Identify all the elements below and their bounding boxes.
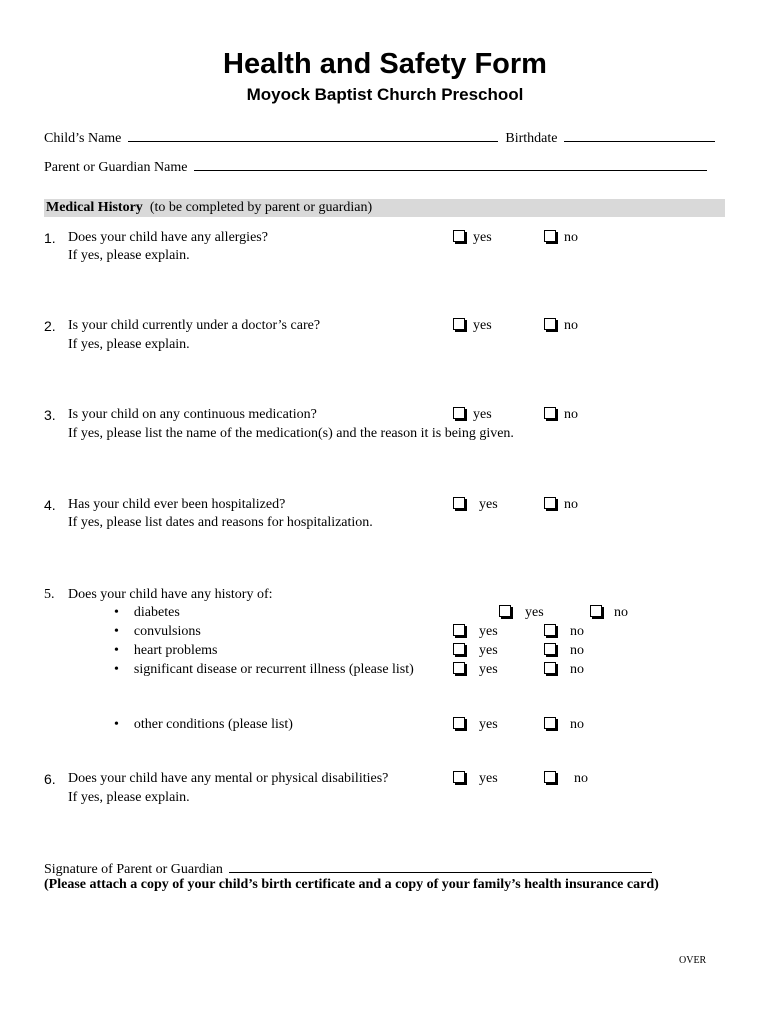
question-2-followup: If yes, please explain. <box>68 337 190 352</box>
checkbox-icon[interactable] <box>453 407 465 419</box>
history-item-diabetes: • diabetes <box>114 605 180 620</box>
checkbox-icon[interactable] <box>453 717 465 729</box>
question-2-no-option[interactable]: no <box>544 318 578 334</box>
other-conditions-yes-option[interactable]: yes <box>453 717 498 733</box>
form-title: Health and Safety Form <box>223 48 547 80</box>
question-6-yes-option[interactable]: yes <box>453 771 498 787</box>
question-2-text: Is your child currently under a doctor’s care? <box>68 318 321 333</box>
checkbox-icon[interactable] <box>544 407 556 419</box>
parent-name-label: Parent or Guardian Name <box>44 160 188 175</box>
question-1-no-option[interactable]: no <box>544 230 578 246</box>
bullet-icon: • <box>114 662 119 677</box>
question-2-number: 2. <box>44 318 56 334</box>
parent-name-field[interactable] <box>194 158 707 171</box>
child-name-label: Child’s Name <box>44 131 122 146</box>
question-3-text: Is your child on any continuous medication? <box>68 407 317 422</box>
checkbox-icon[interactable] <box>499 605 511 617</box>
question-1-number: 1. <box>44 230 56 246</box>
history-item-other-conditions: • other conditions (please list) <box>114 717 293 732</box>
checkbox-icon[interactable] <box>544 643 556 655</box>
convulsions-yes-option[interactable]: yes <box>453 624 498 640</box>
convulsions-no-option[interactable]: no <box>544 624 584 640</box>
heart-problems-yes-option[interactable]: yes <box>453 643 498 659</box>
question-6-text: Does your child have any mental or physical disabilities? <box>68 771 389 786</box>
bullet-icon: • <box>114 643 119 658</box>
bullet-icon: • <box>114 605 119 620</box>
signature-label: Signature of Parent or Guardian <box>44 862 223 877</box>
bullet-icon: • <box>114 624 119 639</box>
question-3-number: 3. <box>44 407 56 423</box>
checkbox-icon[interactable] <box>544 717 556 729</box>
child-name-field[interactable] <box>128 129 498 142</box>
question-6-followup: If yes, please explain. <box>68 790 190 805</box>
over-label: OVER <box>679 955 707 966</box>
question-6-no-option[interactable]: no <box>544 771 588 787</box>
question-5-number: 5. <box>44 587 55 602</box>
question-4-no-option[interactable]: no <box>544 497 578 513</box>
diabetes-no-option[interactable]: no <box>590 605 628 621</box>
checkbox-icon[interactable] <box>453 497 465 509</box>
checkbox-icon[interactable] <box>544 230 556 242</box>
checkbox-icon[interactable] <box>453 643 465 655</box>
section-note: (to be completed by parent or guardian) <box>149 200 373 215</box>
form-subtitle: Moyock Baptist Church Preschool <box>246 85 524 104</box>
checkbox-icon[interactable] <box>453 230 465 242</box>
checkbox-icon[interactable] <box>544 497 556 509</box>
checkbox-icon[interactable] <box>544 318 556 330</box>
checkbox-icon[interactable] <box>544 771 556 783</box>
significant-disease-no-option[interactable]: no <box>544 662 584 678</box>
history-item-heart-problems: • heart problems <box>114 643 218 658</box>
parent-name-row <box>44 158 707 176</box>
child-name-row <box>44 129 715 147</box>
significant-disease-yes-option[interactable]: yes <box>453 662 498 678</box>
question-3-yes-option[interactable]: yes <box>453 407 492 423</box>
section-header <box>46 200 372 216</box>
question-4-followup: If yes, please list dates and reasons for hospitalization. <box>68 515 373 530</box>
question-1-followup: If yes, please explain. <box>68 248 190 263</box>
bullet-icon: • <box>114 717 119 732</box>
question-2-yes-option[interactable]: yes <box>453 318 492 334</box>
section-title: Medical History <box>46 200 143 215</box>
diabetes-yes-option[interactable]: yes <box>499 605 544 621</box>
history-item-convulsions: • convulsions <box>114 624 201 639</box>
signature-row <box>44 860 652 878</box>
question-4-yes-option[interactable]: yes <box>453 497 498 513</box>
question-5-text: Does your child have any history of: <box>68 587 273 602</box>
checkbox-icon[interactable] <box>590 605 602 617</box>
checkbox-icon[interactable] <box>453 662 465 674</box>
question-3-followup: If yes, please list the name of the medication(s) and the reason it is being given. <box>68 426 514 441</box>
checkbox-icon[interactable] <box>453 318 465 330</box>
other-conditions-no-option[interactable]: no <box>544 717 584 733</box>
signature-field[interactable] <box>229 860 652 873</box>
question-4-text: Has your child ever been hospitalized? <box>68 497 286 512</box>
attachment-note: (Please attach a copy of your child’s birth certificate and a copy of your family’s health insurance card) <box>44 877 659 892</box>
question-1-yes-option[interactable]: yes <box>453 230 492 246</box>
checkbox-icon[interactable] <box>453 771 465 783</box>
question-4-number: 4. <box>44 497 56 513</box>
heart-problems-no-option[interactable]: no <box>544 643 584 659</box>
checkbox-icon[interactable] <box>544 662 556 674</box>
question-1-text: Does your child have any allergies? <box>68 230 268 245</box>
checkbox-icon[interactable] <box>544 624 556 636</box>
birthdate-label: Birthdate <box>505 131 558 146</box>
history-item-significant-disease: • significant disease or recurrent illness (please list) <box>114 662 414 677</box>
birthdate-field[interactable] <box>564 129 715 142</box>
question-6-number: 6. <box>44 771 56 787</box>
question-3-no-option[interactable]: no <box>544 407 578 423</box>
checkbox-icon[interactable] <box>453 624 465 636</box>
